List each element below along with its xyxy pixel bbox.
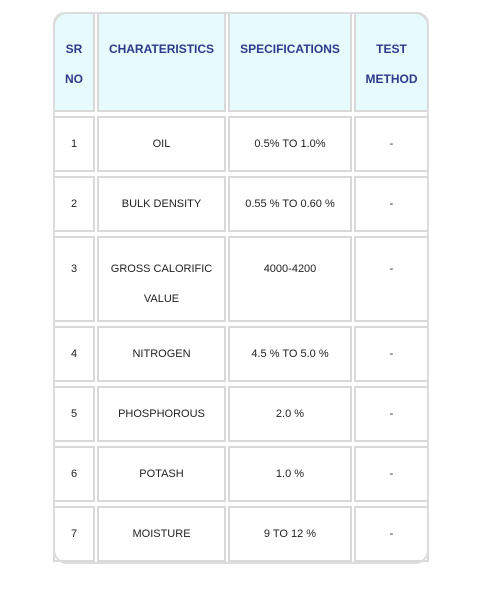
cell-sr-no-text: 2 — [70, 198, 78, 210]
table-header-row — [53, 12, 429, 112]
cell-sr-no-text: 7 — [70, 528, 78, 540]
cell-sr-no-text: 1 — [70, 138, 78, 150]
cell-characteristic — [97, 176, 226, 232]
cell-specification — [228, 116, 352, 172]
cell-test-method-text: - — [389, 263, 394, 275]
cell-sr-no — [53, 326, 95, 382]
cell-characteristic-text: MOISTURE — [132, 528, 191, 540]
table-row — [53, 506, 429, 562]
cell-sr-no — [53, 386, 95, 442]
cell-characteristic — [97, 326, 226, 382]
cell-sr-no-text: 3 — [70, 263, 78, 275]
cell-sr-no — [53, 116, 95, 172]
cell-characteristic — [97, 506, 226, 562]
header-test-method-label: TEST METHOD — [365, 42, 418, 86]
cell-specification — [228, 386, 352, 442]
cell-test-method-text: - — [389, 138, 394, 150]
table-row — [53, 116, 429, 172]
header-characteristics-label: CHARATERISTICS — [108, 42, 215, 56]
header-specifications — [228, 12, 352, 112]
cell-sr-no — [53, 236, 95, 322]
cell-specification-text: 9 TO 12 % — [263, 528, 317, 540]
cell-sr-no — [53, 506, 95, 562]
cell-specification-text: 2.0 % — [275, 408, 305, 420]
cell-characteristic — [97, 446, 226, 502]
cell-characteristic-text: NITROGEN — [132, 348, 191, 360]
cell-test-method — [354, 506, 429, 562]
cell-characteristic-text: BULK DENSITY — [121, 198, 202, 210]
cell-specification — [228, 446, 352, 502]
table-row — [53, 326, 429, 382]
cell-test-method — [354, 326, 429, 382]
cell-specification-text: 1.0 % — [275, 468, 305, 480]
cell-specification — [228, 176, 352, 232]
cell-test-method-text: - — [389, 468, 394, 480]
cell-specification-text: 4000-4200 — [263, 263, 317, 275]
cell-test-method — [354, 236, 429, 322]
cell-characteristic-text: OIL — [152, 138, 171, 150]
cell-test-method — [354, 446, 429, 502]
cell-specification — [228, 326, 352, 382]
cell-specification-text: 0.55 % TO 0.60 % — [245, 198, 335, 210]
cell-test-method — [354, 116, 429, 172]
header-specifications-label: SPECIFICATIONS — [240, 42, 340, 56]
cell-sr-no — [53, 446, 95, 502]
cell-specification-text: 0.5% TO 1.0% — [254, 138, 326, 150]
cell-test-method — [354, 176, 429, 232]
header-characteristics — [97, 12, 226, 112]
cell-specification — [228, 506, 352, 562]
cell-specification-text: 4.5 % TO 5.0 % — [251, 348, 329, 360]
table-row — [53, 446, 429, 502]
cell-specification — [228, 236, 352, 322]
cell-sr-no-text: 4 — [70, 348, 78, 360]
cell-test-method — [354, 386, 429, 442]
header-test-method — [354, 12, 429, 112]
cell-characteristic-text: PHOSPHOROUS — [118, 408, 205, 420]
cell-characteristic-text: POTASH — [139, 468, 184, 480]
table-row — [53, 236, 429, 322]
table-row — [53, 386, 429, 442]
cell-characteristic — [97, 236, 226, 322]
header-sr-no-label: SR NO — [65, 42, 83, 86]
cell-test-method-text: - — [389, 408, 394, 420]
cell-test-method-text: - — [389, 348, 394, 360]
cell-test-method-text: - — [389, 528, 394, 540]
cell-characteristic — [97, 116, 226, 172]
table-row — [53, 176, 429, 232]
header-sr-no — [53, 12, 95, 112]
cell-characteristic — [97, 386, 226, 442]
cell-sr-no-text: 6 — [70, 468, 78, 480]
cell-sr-no — [53, 176, 95, 232]
cell-test-method-text: - — [389, 198, 394, 210]
cell-sr-no-text: 5 — [70, 408, 78, 420]
cell-characteristic-text: GROSS CALORIFIC VALUE — [110, 263, 213, 305]
